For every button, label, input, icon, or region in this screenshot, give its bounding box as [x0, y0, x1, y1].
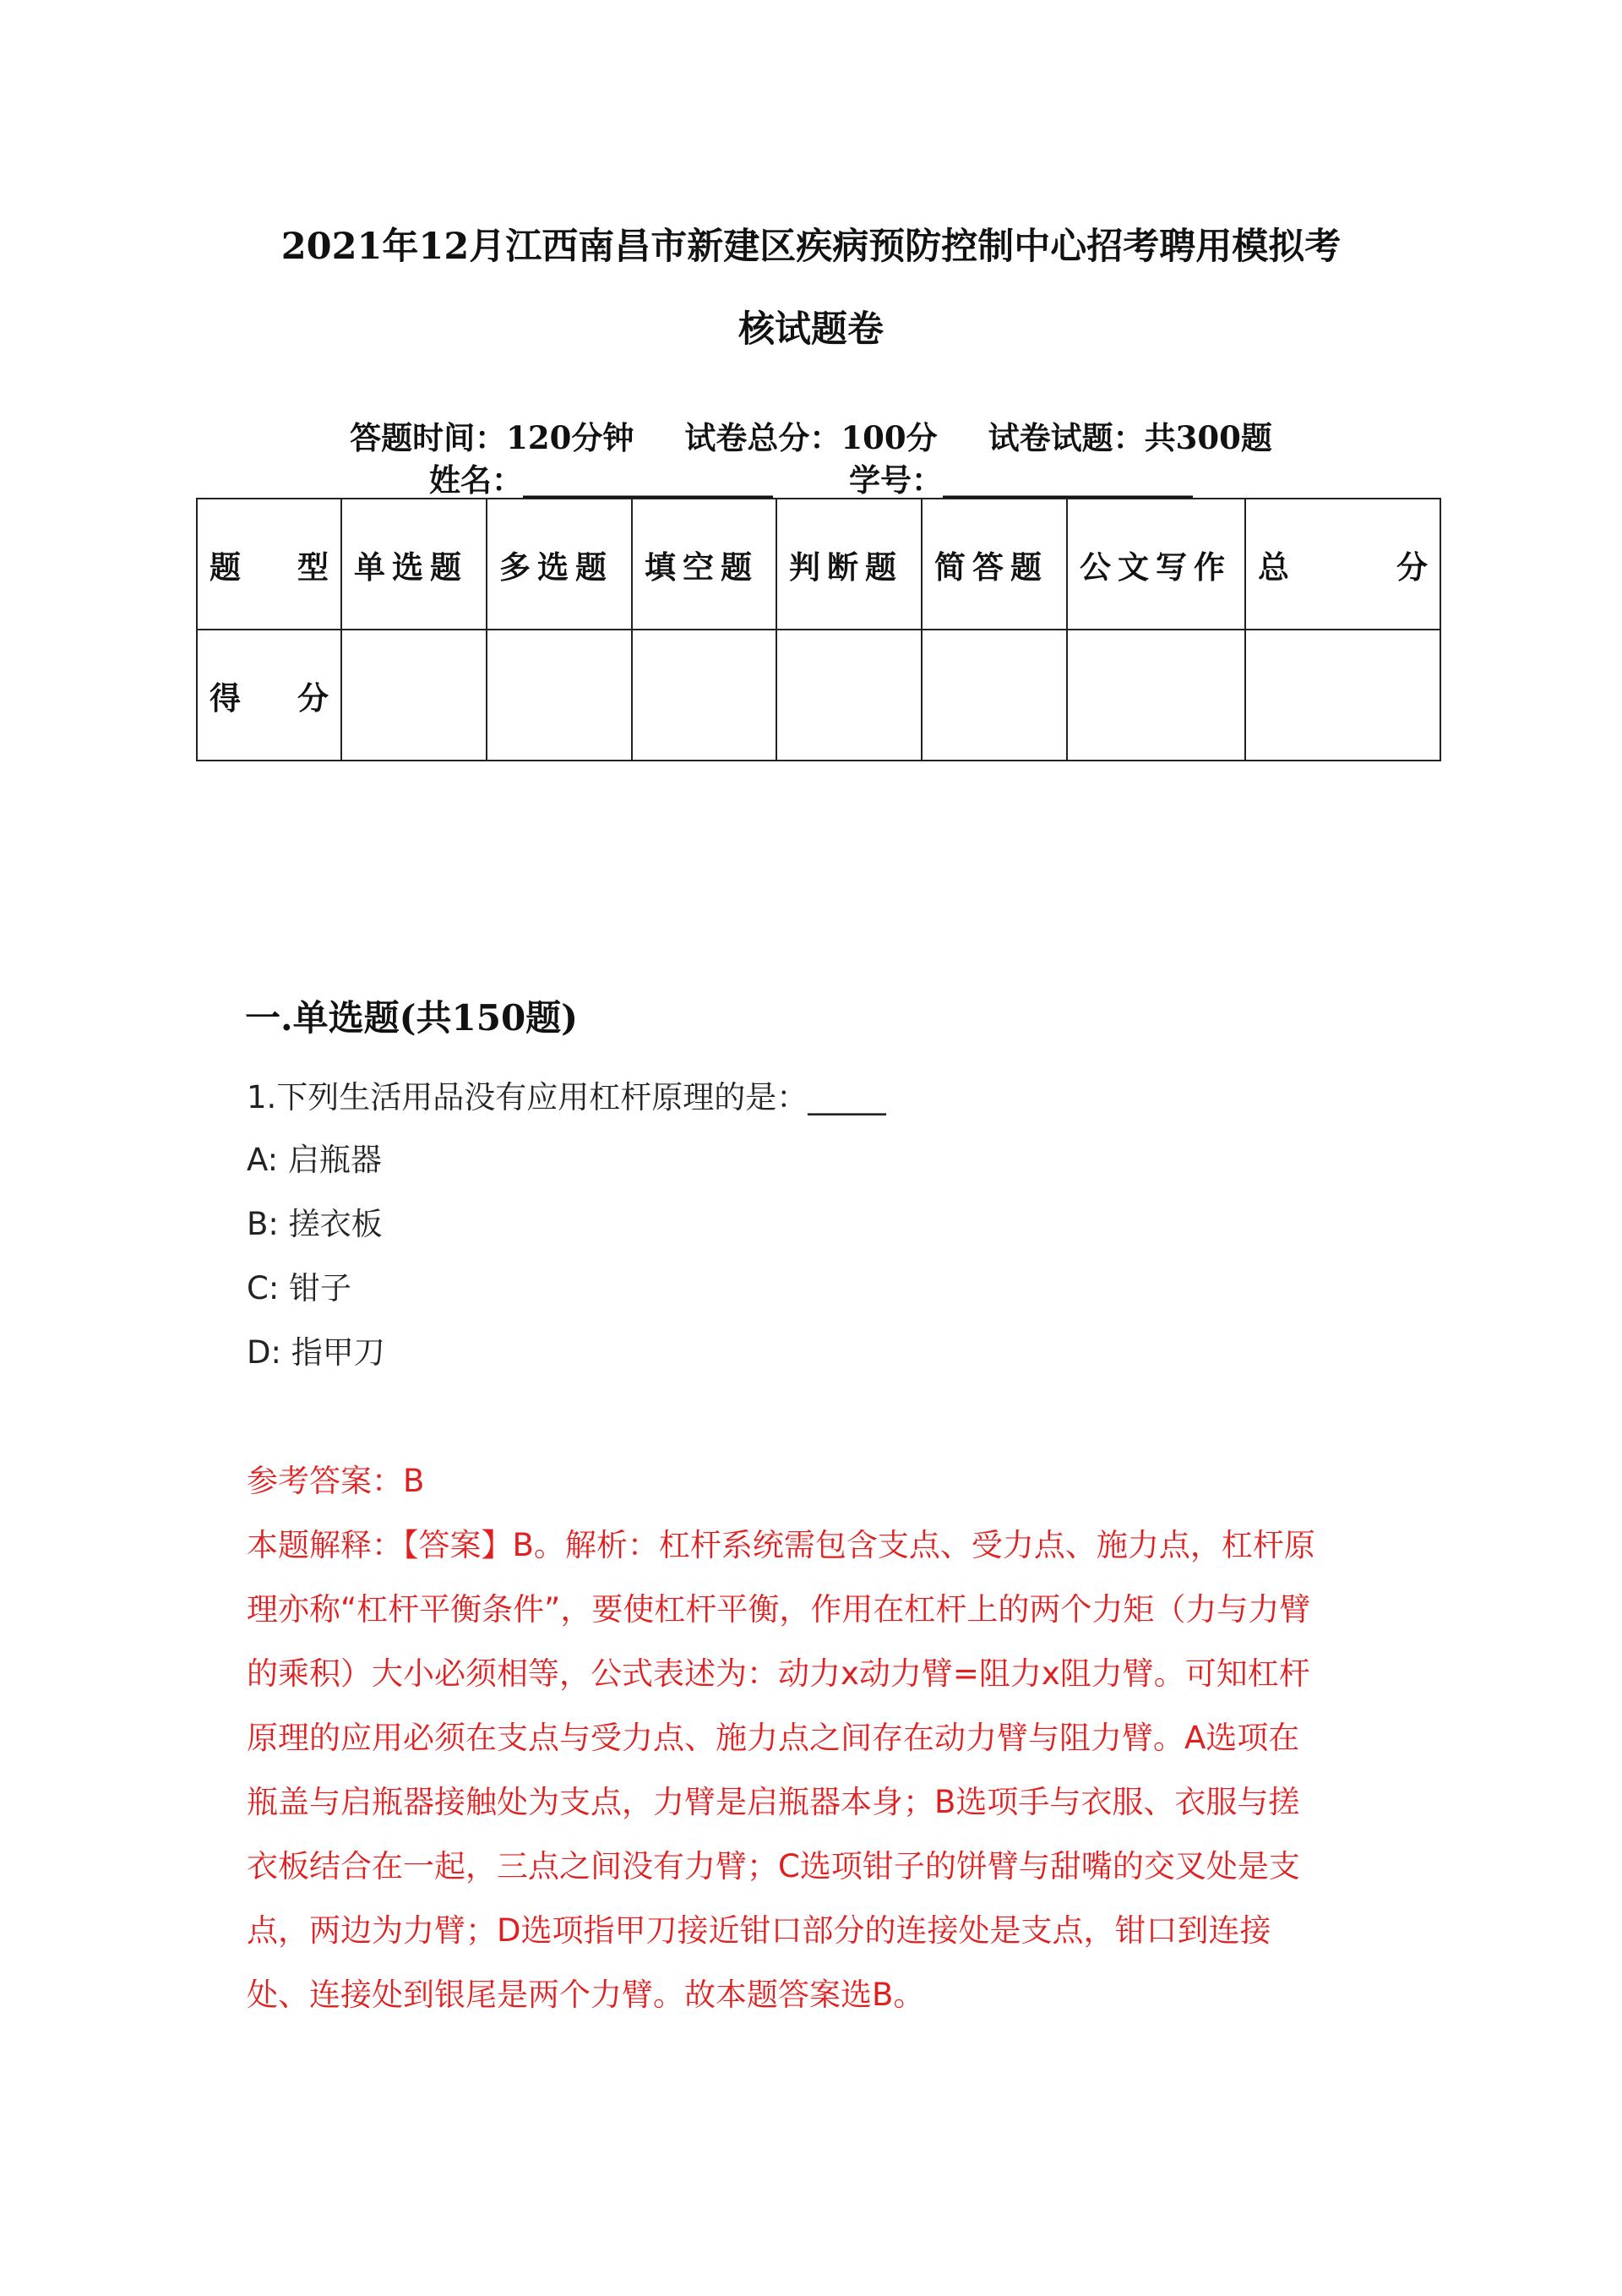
student-id-field: 学号：________________ — [849, 461, 1193, 499]
exam-total-score: 试卷总分：100分 — [684, 419, 938, 456]
type-header-cell: 题 型 — [197, 499, 341, 630]
student-name-field: 姓名：________________ — [429, 461, 773, 499]
type-official-writing: 公文写作 — [1067, 499, 1245, 630]
exam-info-line — [0, 412, 1622, 458]
option-d: D: 指甲刀 — [247, 1334, 385, 1371]
score-cell — [1067, 630, 1245, 761]
option-c: C: 钳子 — [247, 1270, 352, 1306]
explanation-line: 衣板结合在一起，三点之间没有力臂；C选项钳子的饼臂与甜嘴的交叉处是支 — [247, 1848, 1300, 1884]
exam-title-line-1: 2021年12月江西南昌市新建区疾病预防控制中心招考聘用模拟考 — [280, 226, 1342, 268]
explanation-line: 点，两边为力臂；D选项指甲刀接近钳口部分的连接处是支点，钳口到连接 — [247, 1912, 1271, 1949]
explanation-line: 的乘积）大小必须相等，公式表述为：动力x动力臂=阻力x阻力臂。可知杠杆 — [247, 1655, 1310, 1692]
student-info-line — [0, 455, 1622, 500]
explanation-line: 理亦称“杠杆平衡条件”，要使杠杆平衡，作用在杠杆上的两个力矩（力与力臂 — [247, 1591, 1311, 1628]
type-multiple-choice: 多选题 — [487, 499, 632, 630]
question-stem: 1.下列生活用品没有应用杠杆原理的是：_____ — [247, 1079, 886, 1115]
score-table-score-row — [197, 630, 1440, 761]
exam-question-count: 试卷试题：共300题 — [988, 419, 1272, 456]
explanation-line: 处、连接处到银尾是两个力臂。故本题答案选B。 — [247, 1977, 925, 2013]
exam-title-line-2: 核试题卷 — [738, 308, 884, 351]
option-b: B: 搓衣板 — [247, 1206, 383, 1242]
explanation-line: 瓶盖与启瓶器接触处为支点，力臂是启瓶器本身；B选项手与衣服、衣服与搓 — [247, 1784, 1300, 1820]
score-cell — [487, 630, 632, 761]
type-true-false: 判断题 — [776, 499, 922, 630]
score-cell — [632, 630, 776, 761]
score-cell — [922, 630, 1067, 761]
type-short-answer: 简答题 — [922, 499, 1067, 630]
total-header-cell: 总 分 — [1245, 499, 1440, 630]
score-cell — [1245, 630, 1440, 761]
explanation-line: 原理的应用必须在支点与受力点、施力点之间存在动力臂与阻力臂。A选项在 — [247, 1720, 1300, 1756]
score-header-cell: 得 分 — [197, 630, 341, 761]
score-cell — [776, 630, 922, 761]
section-heading: 一.单选题(共150题) — [245, 997, 579, 1039]
score-table — [196, 498, 1441, 761]
score-cell — [341, 630, 487, 761]
reference-answer: 参考答案：B — [247, 1463, 425, 1499]
type-fill-blank: 填空题 — [632, 499, 776, 630]
explanation-line: 本题解释：【答案】B。解析：杠杆系统需包含支点、受力点、施力点，杠杆原 — [247, 1527, 1315, 1563]
score-table-header-row — [197, 499, 1440, 630]
type-single-choice: 单选题 — [341, 499, 487, 630]
exam-duration: 答题时间：120分钟 — [350, 419, 634, 456]
option-a: A: 启瓶器 — [247, 1142, 382, 1178]
